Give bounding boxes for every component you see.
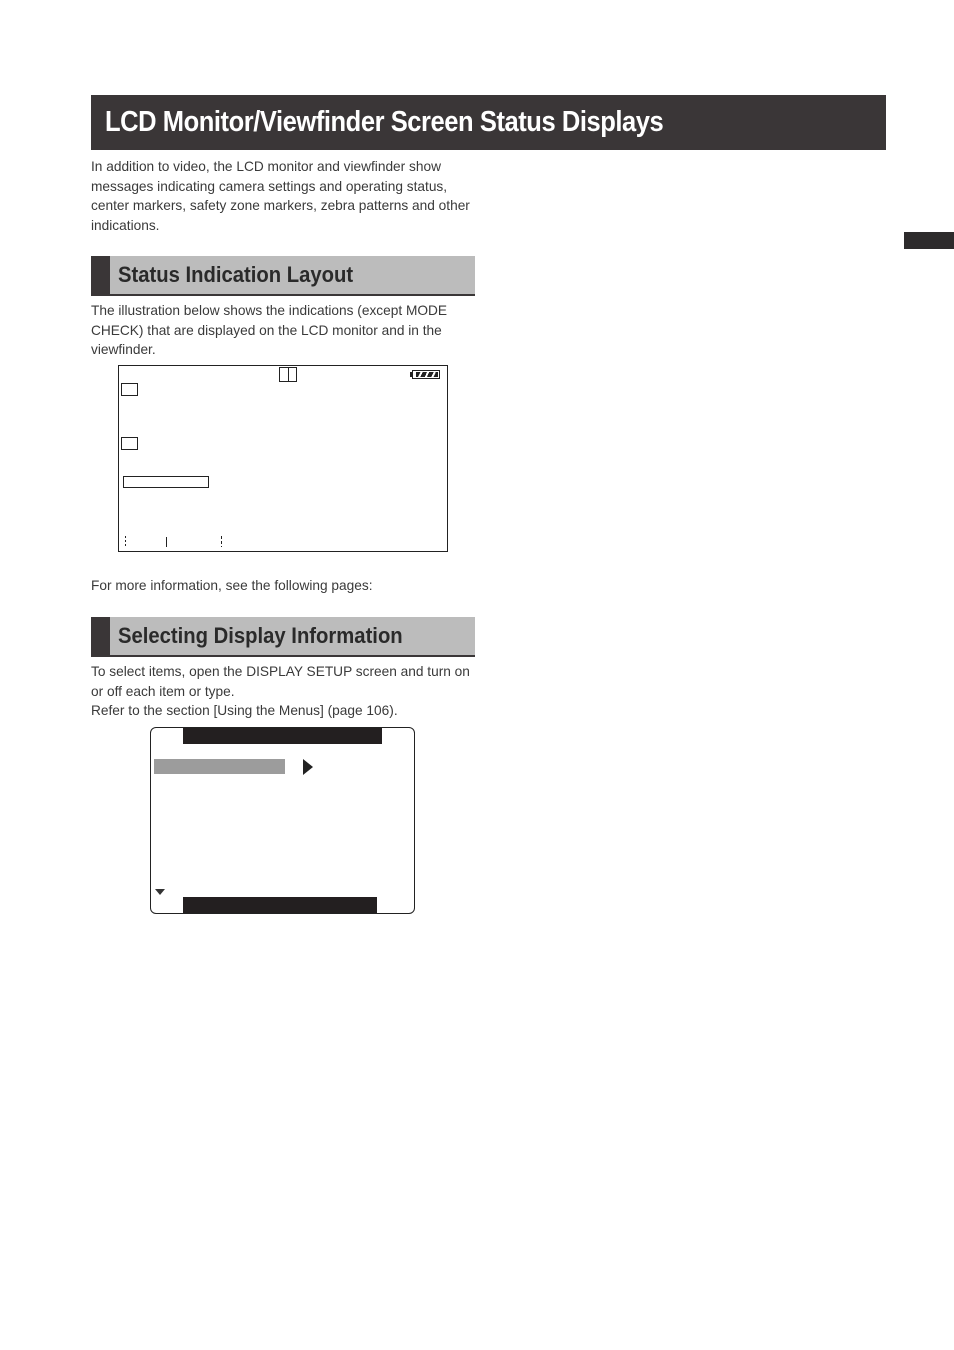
center-indicator-divider [288,367,289,382]
section-heading-accent [91,617,110,655]
selecting-display-line-2: Refer to the section [Using the Menus] (page 106). [91,703,398,718]
selecting-display-line-1: To select items, open the DISPLAY SETUP screen and turn on or off each item or type. [91,664,470,699]
menu-selected-item [154,759,285,774]
status-layout-paragraph: The illustration below shows the indications (except MODE CHECK) that are displayed on the LCD monitor and in the viewfinder. [91,303,448,357]
section-heading-status-layout [91,256,475,296]
indicator-bar-box [123,476,209,488]
section-heading-text: Status Indication Layout [118,262,354,287]
page-title-bar [91,95,886,150]
page-title: LCD Monitor/Viewfinder Screen Status Displays [105,106,664,138]
section-heading-accent [91,256,110,294]
menu-footer-bar [183,897,377,913]
side-index-tab [904,232,954,249]
triangle-down-icon [155,889,165,895]
selecting-display-paragraph [91,662,481,721]
triangle-right-icon [303,759,313,775]
display-setup-menu-illustration [150,727,415,914]
menu-title-bar [183,728,382,744]
dotted-tick-left [125,536,126,547]
dotted-tick-right [221,536,222,547]
status-layout-illustration [118,365,448,552]
section-heading-selecting-display [91,617,475,657]
battery-icon [412,370,440,379]
indicator-box-lower [121,437,138,450]
indicator-box-upper [121,383,138,396]
solid-tick [166,537,167,547]
section-heading-text: Selecting Display Information [118,623,403,648]
more-info-paragraph: For more information, see the following pages: [91,578,373,593]
intro-paragraph: In addition to video, the LCD monitor and viewfinder show messages indicating camera settings and operating status, center markers, safety zone markers, zebra patterns and other indications. [91,159,470,233]
